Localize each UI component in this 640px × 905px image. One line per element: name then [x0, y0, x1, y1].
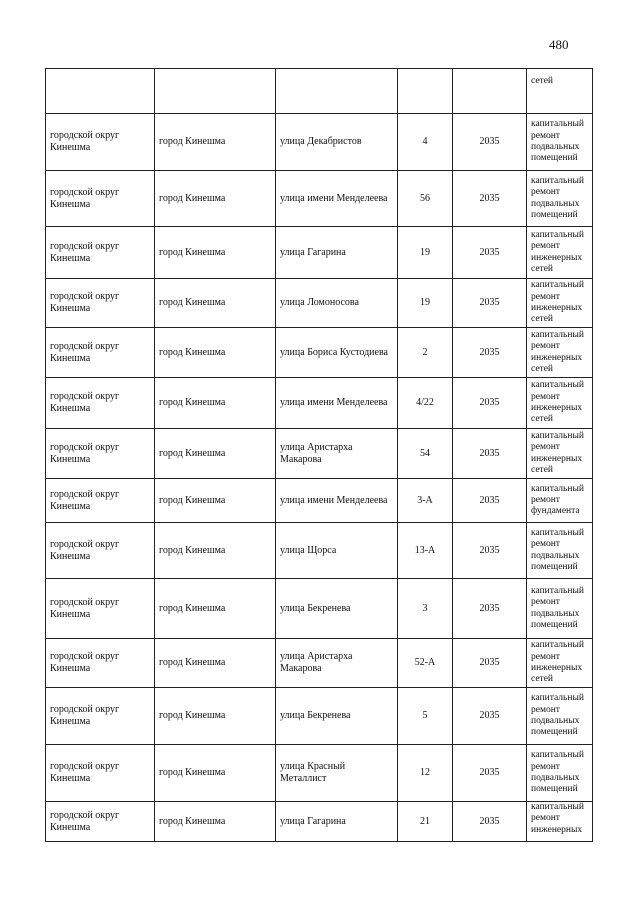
municipality-cell: городской округ Кинешма	[46, 745, 155, 802]
house-number-cell: 56	[398, 171, 453, 227]
work-type-cell: капитальный ремонт подвальных помещений	[527, 523, 593, 579]
work-type-cell: капитальный ремонт инженерных сетей	[527, 328, 593, 378]
work-type-cell: капитальный ремонт подвальных помещений	[527, 171, 593, 227]
municipality-cell: городской округ Кинешма	[46, 114, 155, 171]
street-cell: улица Аристарха Макарова	[276, 639, 398, 688]
municipality-cell: городской округ Кинешма	[46, 227, 155, 279]
settlement-cell: город Кинешма	[155, 171, 276, 227]
municipality-cell: городской округ Кинешма	[46, 171, 155, 227]
work-type-cell: капитальный ремонт подвальных помещений	[527, 114, 593, 171]
year-cell: 2035	[453, 745, 527, 802]
street-cell: улица Гагарина	[276, 802, 398, 842]
settlement-cell: город Кинешма	[155, 378, 276, 429]
table-row	[46, 328, 593, 378]
settlement-cell: город Кинешма	[155, 523, 276, 579]
house-number-cell: 54	[398, 429, 453, 479]
table-row	[46, 745, 593, 802]
house-number-cell: 4/22	[398, 378, 453, 429]
table-row	[46, 279, 593, 328]
municipality-cell: городской округ Кинешма	[46, 279, 155, 328]
table-row	[46, 114, 593, 171]
street-cell: улица имени Менделеева	[276, 479, 398, 523]
house-number-cell: 13-А	[398, 523, 453, 579]
year-cell: 2035	[453, 523, 527, 579]
work-type-cell: капитальный ремонт инженерных сетей	[527, 378, 593, 429]
street-cell: улица Щорса	[276, 523, 398, 579]
work-type-cell: капитальный ремонт инженерных сетей	[527, 227, 593, 279]
municipality-cell: городской округ Кинешма	[46, 639, 155, 688]
year-cell: 2035	[453, 378, 527, 429]
municipality-cell: городской округ Кинешма	[46, 523, 155, 579]
settlement-cell: город Кинешма	[155, 328, 276, 378]
settlement-cell: город Кинешма	[155, 802, 276, 842]
street-cell: улица Гагарина	[276, 227, 398, 279]
settlement-cell	[155, 69, 276, 114]
table-row	[46, 227, 593, 279]
settlement-cell: город Кинешма	[155, 688, 276, 745]
house-number-cell: 19	[398, 227, 453, 279]
house-number-cell: 4	[398, 114, 453, 171]
settlement-cell: город Кинешма	[155, 227, 276, 279]
repair-schedule-table	[45, 68, 593, 842]
settlement-cell: город Кинешма	[155, 579, 276, 639]
work-type-cell: капитальный ремонт подвальных помещений	[527, 688, 593, 745]
year-cell: 2035	[453, 479, 527, 523]
year-cell: 2035	[453, 279, 527, 328]
house-number-cell: 52-А	[398, 639, 453, 688]
year-cell: 2035	[453, 429, 527, 479]
municipality-cell: городской округ Кинешма	[46, 378, 155, 429]
work-type-cell: капитальный ремонт инженерных сетей	[527, 279, 593, 328]
table-row	[46, 479, 593, 523]
work-type-cell: капитальный ремонт инженерных сетей	[527, 639, 593, 688]
house-number-cell: 21	[398, 802, 453, 842]
municipality-cell: городской округ Кинешма	[46, 328, 155, 378]
year-cell: 2035	[453, 171, 527, 227]
municipality-cell: городской округ Кинешма	[46, 479, 155, 523]
work-type-cell: капитальный ремонт подвальных помещений	[527, 745, 593, 802]
street-cell: улица Декабристов	[276, 114, 398, 171]
year-cell: 2035	[453, 227, 527, 279]
year-cell: 2035	[453, 639, 527, 688]
page-number: 480	[549, 37, 569, 52]
table-row	[46, 378, 593, 429]
house-number-cell: 2	[398, 328, 453, 378]
table-row	[46, 171, 593, 227]
settlement-cell: город Кинешма	[155, 745, 276, 802]
house-number-cell: 3	[398, 579, 453, 639]
table-row	[46, 429, 593, 479]
table-row-continued	[46, 69, 593, 114]
table-row	[46, 523, 593, 579]
street-cell	[276, 69, 398, 114]
work-type-cell: капитальный ремонт инженерных сетей	[527, 429, 593, 479]
year-cell: 2035	[453, 328, 527, 378]
table-row	[46, 579, 593, 639]
work-type-cell: сетей	[527, 69, 593, 114]
settlement-cell: город Кинешма	[155, 114, 276, 171]
settlement-cell: город Кинешма	[155, 279, 276, 328]
work-type-cell: капитальный ремонт инженерных	[527, 802, 593, 842]
municipality-cell: городской округ Кинешма	[46, 579, 155, 639]
work-type-cell: капитальный ремонт фундамента	[527, 479, 593, 523]
municipality-cell	[46, 69, 155, 114]
settlement-cell: город Кинешма	[155, 479, 276, 523]
house-number-cell	[398, 69, 453, 114]
work-type-cell: капитальный ремонт подвальных помещений	[527, 579, 593, 639]
street-cell: улица имени Менделеева	[276, 378, 398, 429]
house-number-cell: 12	[398, 745, 453, 802]
street-cell: улица Ломоносова	[276, 279, 398, 328]
house-number-cell: 19	[398, 279, 453, 328]
street-cell: улица Бориса Кустодиева	[276, 328, 398, 378]
street-cell: улица Красный Металлист	[276, 745, 398, 802]
street-cell: улица Бекренева	[276, 688, 398, 745]
year-cell: 2035	[453, 114, 527, 171]
house-number-cell: 5	[398, 688, 453, 745]
year-cell	[453, 69, 527, 114]
table-row	[46, 802, 593, 842]
street-cell: улица имени Менделеева	[276, 171, 398, 227]
table-row	[46, 688, 593, 745]
settlement-cell: город Кинешма	[155, 429, 276, 479]
table-body	[46, 69, 593, 842]
street-cell: улица Аристарха Макарова	[276, 429, 398, 479]
house-number-cell: 3-А	[398, 479, 453, 523]
table-row	[46, 639, 593, 688]
year-cell: 2035	[453, 579, 527, 639]
municipality-cell: городской округ Кинешма	[46, 688, 155, 745]
municipality-cell: городской округ Кинешма	[46, 802, 155, 842]
settlement-cell: город Кинешма	[155, 639, 276, 688]
year-cell: 2035	[453, 802, 527, 842]
street-cell: улица Бекренева	[276, 579, 398, 639]
municipality-cell: городской округ Кинешма	[46, 429, 155, 479]
year-cell: 2035	[453, 688, 527, 745]
